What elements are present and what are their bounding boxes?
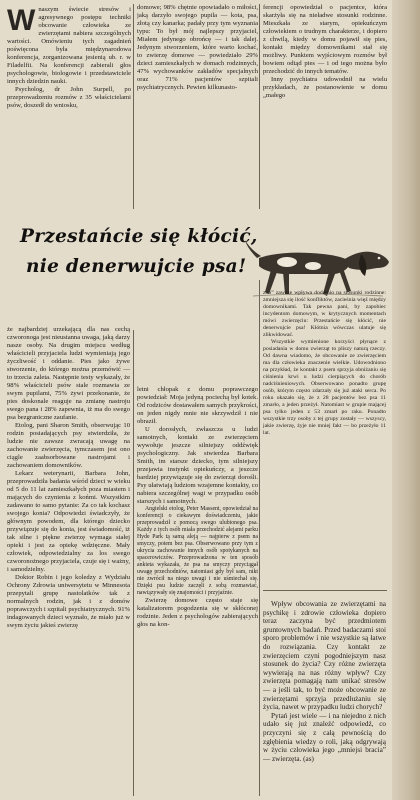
paragraph: Wpływ obcowania ze zwierzętami na psychikę i zdrowie człowieka dopiero teraz zaczyna być przedmiotem gruntownych badań. Przed badaczami stoi sporo problemów i nie wszystkie są łatwe do rozwiązania. Czy kontakt ze zwierzęciem czyni pogodniejszym nasz stosunek do życia? Czy różne zwierzęta wywierają na nas różny wpływ? Czy zwierzęta pomagają nam unikać stresów — a jeśli tak, to być może obcowanie ze zwierzętami sprzyja przedłużaniu się życia, nawet w przypadku ludzi chorych?: [263, 600, 386, 712]
article-column-bottom-3-lower: [263, 600, 386, 796]
dog-figure: [245, 240, 389, 296]
paragraph: Zwierzę domowe często staje się katalizatorem pogodzenia się w skłóconej rodzinie. Jeden z psychologów zabierających głos na kon-: [137, 597, 258, 628]
paragraph: naszym świecie stresów i agresywnego postępu techniki obcowanie człowieka ze zwierzętami nabiera szczególnych wartości. Omówieniu tych zagadnień poświęcona była międzynarodowa konferencja, zorganizowana jesienią ub. r. w Filadelfii. Na konferencji zabierali głos psychologowie, biologowie i przedstawiciele innych dziedzin nauki.: [7, 6, 131, 85]
article-column-bottom-1: [7, 326, 130, 798]
paragraph: Angielski etolog, Peter Massent, opowiedział na konferencji o ciekawym doświadczeniu, jakie przeprowadził z pomocą swego ulubionego psa. Każdy z tych osób miała przechodzić alejami parku Hyde Park tą samą aleją — najpierw z psem na smyczy, potem bez psa. Obserwowano przy tym z ukrycia zachowanie innych osób spotykanych na spacerowiczów. Przeprowadzona w ten sposób ankieta wykazała, że psa na smyczy przyciągał uwagę przechodniów, natomiast gdy był sam, nikt nie zwrócił na niego uwagi i nie uśmiechał się. Dzięki psu ludzie zaczęli z sobą rozmawiać, nawiązywały się znajomości i przyjaźnie.: [137, 506, 258, 596]
paragraph: Doktor Robin i jego koledzy z Wydziału Ochrony Zdrowia uniwersytetu w Minnesota przepytali grupę nastolatków tak z normalnych rodzin, jak i z domów poprawczych i szpitali psychiatrycznych. 91% indagowanych dzieci wyznało, że miało już w swym życiu jakieś zwierzę: [7, 574, 130, 629]
article-column-top-2: [137, 4, 258, 209]
column-divider: [133, 4, 134, 209]
paragraph: Wszystkie wymienione korzyści płynące z posiadania w domu zwierząt to pliszy naturą rzeczy. Od dawna wiadomo, że obcowanie ze zwierzęciem ma dla człowieka znaczenie wielkie. Udowodniono na przykład, że kontakt z psem sprzyja obniżaniu się ciśnienia krwi u ludzi cierpiących do chorób nadciśnieniowych. Obserwowano ponadto grupę osób, którym często zdarzały się już ataki serca. Po roku okazało się, że z 28 pacjentów bez psa 11 zmarło, a jeden przeżył. Natomiast w grupie mającej psa tylko jeden z 53 zmarł po raku. Ponadto wszystkie trzy osoby z tej grupy zostały — wszyscy, jakie zwierzę, żyje nie mniej fakt — bo przeżyło 11 lat.: [263, 339, 386, 436]
paragraph: Psycholog, dr John Surpell, po przeprowadzeniu rozmów z 35 właścicielami psów, doszedł do wniosku,: [7, 86, 131, 109]
article-column-top-1: [7, 6, 131, 211]
article-column-top-3: [263, 4, 387, 209]
page-edge-shadow: [392, 0, 420, 800]
article-headline: [20, 222, 280, 282]
paragraph: Inny psychiatra udowodnił na wielu przykładach, że postanowienie w domu „małego: [263, 76, 387, 99]
paragraph: Lekarz weterynarii, Barbara John, przeprowadziła badania wśród dzieci w wieku od 5 do 11 lat zamieszkałych poza miastem i mających do czynienia z końmi. Wszystkim zadawano to samo pytanie: Za co tak kochasz swojego konia? Odpowiedzi świadczyły, że głównym powodem, dla którego dziecko przywiązuje się do konia, jest świadomość, iż tak silne i piękne zwierzę wymaga stałej opieki i jest za opiekę wdzięczne. Mały człowiek, odpowiedzialny za los swego czworonożnego przyjaciela, czuje się i ważny, i samodzielny.: [7, 470, 130, 573]
paragraph: że najbardziej urzekającą dla nas cechą czworonoga jest nieustanna uwaga, jaką darzy nasze osoby. Na drugim miejscu według właścicieli przyjaciela ludzi wymieniają jego życzliwość i oddanie. Pies jako żywe stworzenie, do którego można przemówić — to trzecia zaleta. Następnie testy wykazały, że 98% właścicieli psów stale rozmawia ze swym pupilami, 75% żywi przekonanie, że pies doskonale reaguje na zmianę nastroju swego pana i 28% zapewnia, iż ma do swego psa bezgraniczne zaufanie.: [7, 326, 130, 421]
column-divider: [259, 4, 260, 209]
section-divider: [263, 590, 387, 591]
paragraph: Pytań jest wiele — i na niejedno z nich udało się już znaleźć odpowiedź, co przyczyni się z całą pewnością do zgłębienia wiedzy o roli, jaką odgrywają w życiu człowieka jego „mniejsi bracia” — zwierzęta. (as): [263, 711, 386, 763]
paragraph: ferencji opowiedział o pacjentce, która skarżyła się na nieładwe stosunki rodzinne. Mieszkała ze starym, opiekuńczym człowiekiem o trudnym charakterze, i dopiero z chwilą, kiedy w domu pojawił się pies, kontakt między domownikami stał się możliwy. Punktem wyjściowym rozmów był bowiem odtąd pies — i od tego można było przechodzić do innych tematów.: [263, 4, 387, 75]
paragraph: U dorosłych, zwłaszcza u ludzi samotnych, kontakt ze zwierzęciem wywołuje jeszcze silniejszy oddźwięk psychologiczny. Jak stwierdza Barbara Smith, im starsze dziecko, tym silniejszy przejawia instynkt opiekuńczy, a jeszcze bardziej przywiązuje się do zwierząt dorośli. Psy ułatwiają ludziom wzajemne kontakty, co nabiera szczególnej wagi w przypadku osób starszych i samotnych.: [137, 426, 258, 505]
paragraph: Etolog, pani Sharon Smith, obserwując 10 rodzin posiadających psy stwierdziła, że ludzie nie zawsze zwracają uwagę na zachowanie zwierzęcia, tymczasem jest ono ciągle zaabsorbowane nastrojami i zachowaniem domowników.: [7, 422, 130, 469]
paragraph: letni chłopak z domu poprawczego powiedział: Moja jedyną pociechą był kotek. Od rodziców dostawałem samych przykrości, on jeden nigdy mnie nie skrzywdził i nie obraził.: [137, 386, 258, 425]
paragraph: zoo” zawsze wpływa dodatnio na stosunki rodzinne: zmniejsza się ilość konfliktów, zacieśnia więź między domownikami. Tak pewna pani, by zapobiec incydentom domowym, w krytycznych momentach mówi zwierzęciu: Przestańcie się kłócić, nie denerwujcie psa! Kłótnia wówczas ulatuje się zlikwidować.: [263, 290, 386, 338]
headline-line: Przestańcie się kłócić,: [20, 226, 258, 247]
drop-cap: W: [7, 6, 36, 37]
headline-line: nie denerwujcie psa!: [26, 256, 247, 277]
article-column-bottom-3-upper: [263, 290, 386, 570]
column-divider: [259, 280, 260, 796]
column-divider: [133, 330, 134, 796]
paragraph: domowe; 98% chętnie opowiadało o miłości, jaką darzyło swojego pupila — kota, psa, złotą czy kanarka; padały przy tym wyznania typu: To był mój najlepszy przyjaciel, Miałem jedynego obrońcę — i tak dalej. Jedynym stworzeniem, które warto kochać, to zwierzę domowe — powiedziało 29% dzieci zamieszkałych w domach rodzinnych, 47% wychowanków zakładów specjalnych oraz 71% pacjentów szpitali psychiatrycznych. Pewien kilkunasto-: [137, 4, 258, 91]
dog-illustration: [243, 236, 395, 298]
article-column-bottom-2: [137, 386, 258, 796]
